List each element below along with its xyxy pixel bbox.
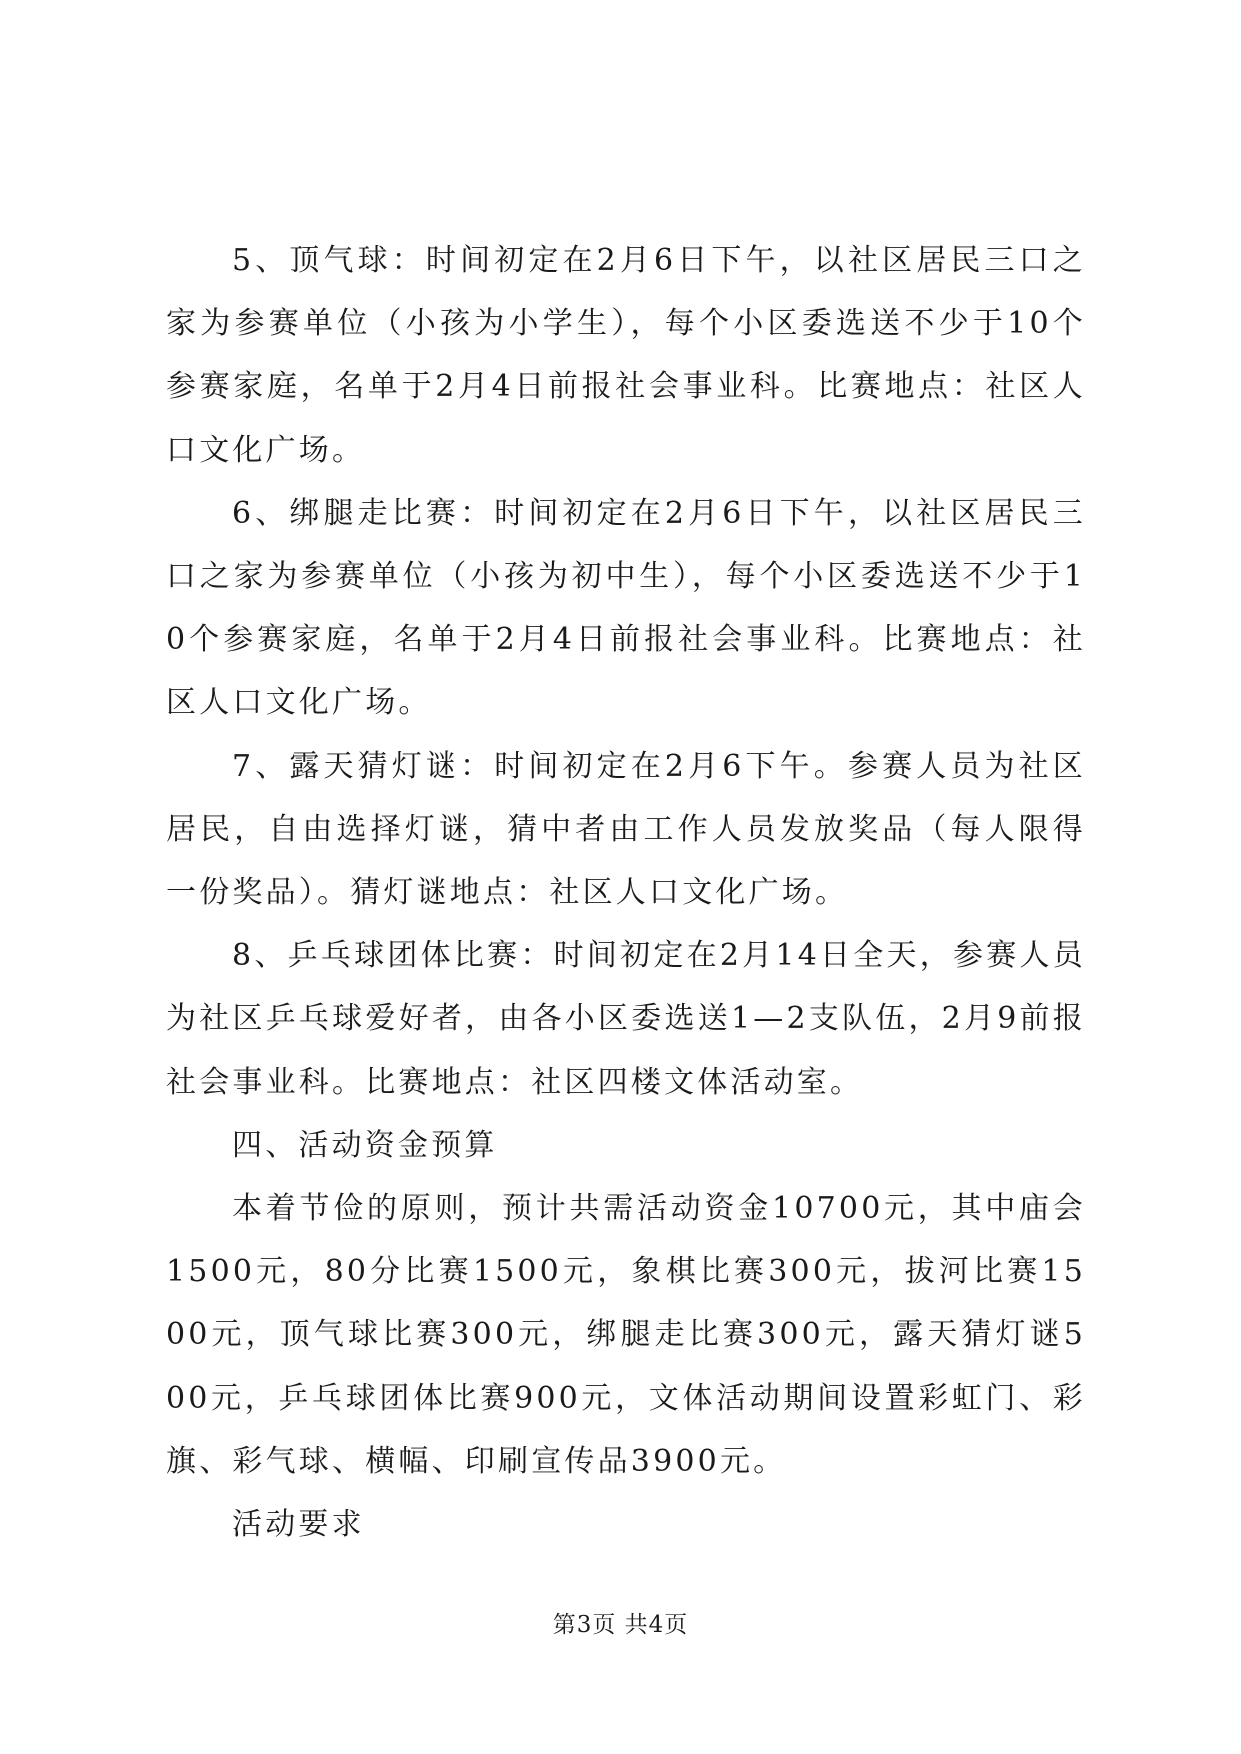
section-heading-budget: 四、活动资金预算 xyxy=(232,1127,498,1163)
paragraph-budget: 本着节俭的原则，预计共需活动资金10700元，其中庙会1500元，80分比赛1500元，象棋比赛300元，拔河比赛1500元，顶气球比赛300元，绑腿走比赛300元，露天猜灯谜500元，乒乓球团体比赛900元，文体活动期间设置彩虹门、彩旗、彩气球、横幅、印刷宣传品3900元。 xyxy=(166,1191,1086,1479)
paragraph-three-legged-walk: 6、绑腿走比赛：时间初定在2月6日下午，以社区居民三口之家为参赛单位（小孩为初中生），每个小区委选送不少于10个参赛家庭，名单于2月4日前报社会事业科。比赛地点：社区人口文化广场。 xyxy=(166,495,1086,721)
document-body xyxy=(166,229,1086,1556)
paragraph-lantern-riddles: 7、露天猜灯谜：时间初定在2月6下午。参赛人员为社区居民，自由选择灯谜，猜中者由工作人员发放奖品（每人限得一份奖品）。猜灯谜地点：社区人口文化广场。 xyxy=(166,748,1086,911)
paragraph-table-tennis: 8、乒乓球团体比赛：时间初定在2月14日全天，参赛人员为社区乒乓球爱好者，由各小区委选送1—2支队伍，2月9前报社会事业科。比赛地点：社区四楼文体活动室。 xyxy=(166,938,1086,1100)
paragraph-balloon-heading: 5、顶气球：时间初定在2月6日下午，以社区居民三口之家为参赛单位（小孩为小学生），每个小区委选送不少于10个参赛家庭，名单于2月4日前报社会事业科。比赛地点：社区人口文化广场。 xyxy=(166,243,1086,468)
page-footer: 第3页 共4页 xyxy=(552,1612,689,1638)
section-heading-requirements: 活动要求 xyxy=(232,1507,365,1543)
